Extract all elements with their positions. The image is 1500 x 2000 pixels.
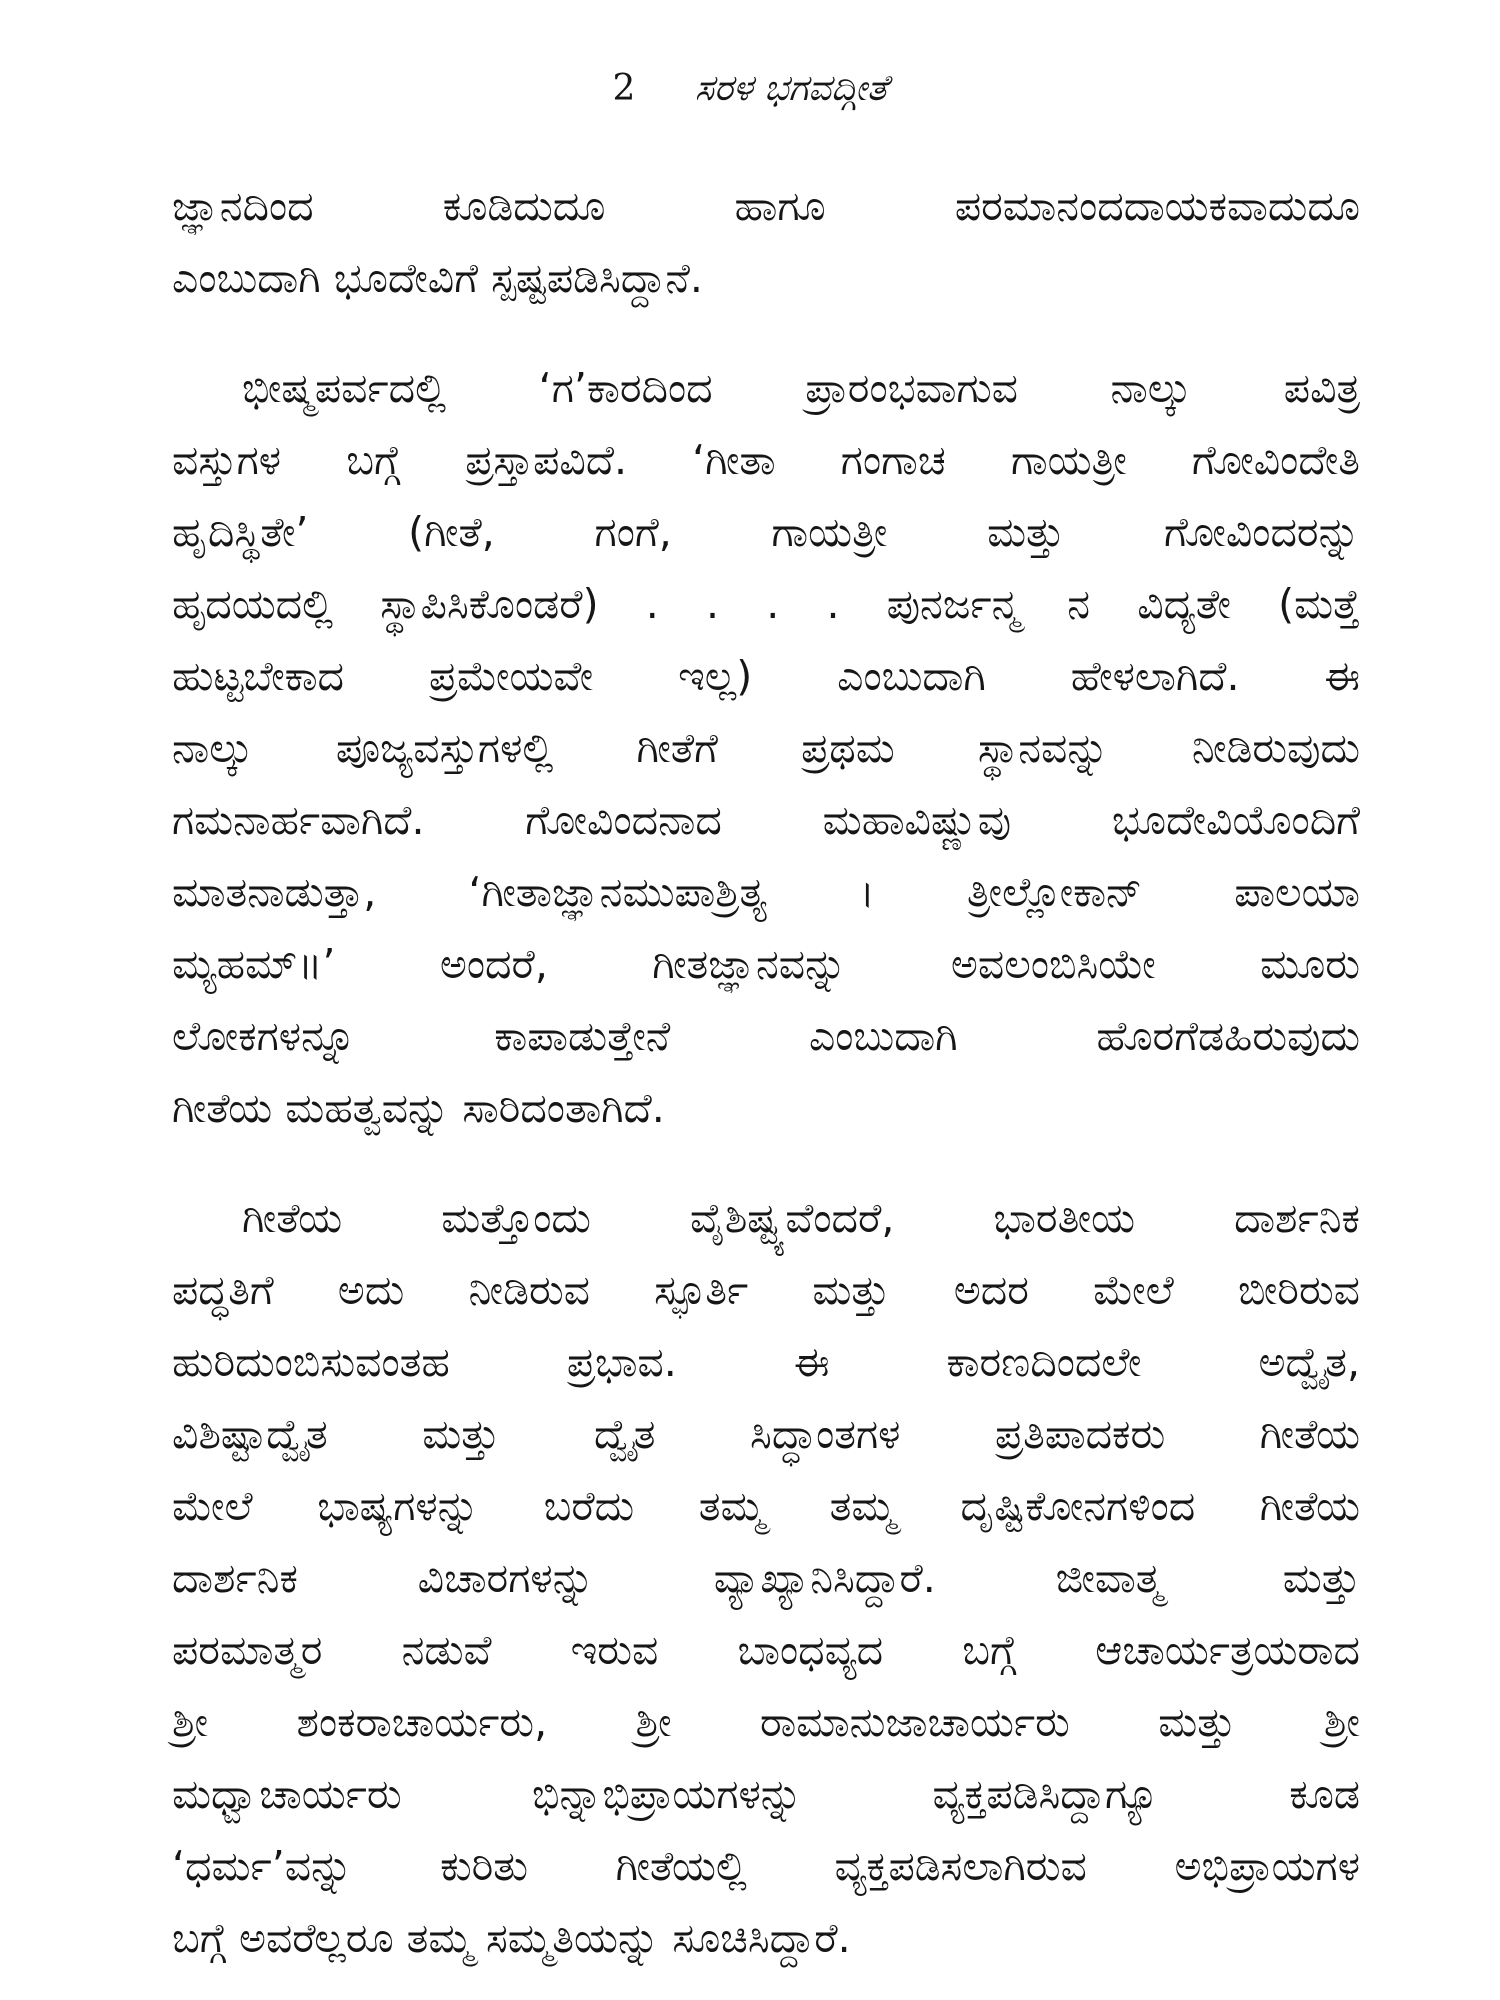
- paragraph-2: [172, 362, 1360, 1154]
- text-line: ದಾರ್ಶನಿಕ ವಿಚಾರಗಳನ್ನು ವ್ಯಾಖ್ಯಾನಿಸಿದ್ದಾರೆ. ಜೀವಾತ್ಮ ಮತ್ತು: [172, 1554, 1360, 1602]
- paragraph-3: [172, 1192, 1360, 1984]
- text-line: ಹೃದಿಸ್ಥಿತೇ’ (ಗೀತೆ, ಗಂಗೆ, ಗಾಯತ್ರೀ ಮತ್ತು ಗೋವಿಂದರನ್ನು: [172, 508, 1360, 556]
- page-number: 2: [612, 68, 636, 109]
- text-line: ‘ಧರ್ಮ’ವನ್ನು ಕುರಿತು ಗೀತೆಯಲ್ಲಿ ವ್ಯಕ್ತಪಡಿಸಲಾಗಿರುವ ಅಭಿಪ್ರಾಯಗಳ: [172, 1842, 1360, 1890]
- text-line: ಗೀತೆಯ ಮಹತ್ವವನ್ನು ಸಾರಿದಂತಾಗಿದೆ.: [172, 1084, 665, 1132]
- text-line: ವಸ್ತುಗಳ ಬಗ್ಗೆ ಪ್ರಸ್ತಾಪವಿದೆ. ‘ಗೀತಾ ಗಂಗಾಚ ಗಾಯತ್ರೀ ಗೋವಿಂದೇತಿ: [172, 436, 1360, 484]
- text-line: ಮ್ಯಹಮ್॥’ ಅಂದರೆ, ಗೀತಜ್ಞಾನವನ್ನು ಅವಲಂಬಿಸಿಯೇ ಮೂರು: [172, 940, 1360, 988]
- text-line: ನಾಲ್ಕು ಪೂಜ್ಯವಸ್ತುಗಳಲ್ಲಿ ಗೀತೆಗೆ ಪ್ರಥಮ ಸ್ಥಾನವನ್ನು ನೀಡಿರುವುದು: [172, 724, 1360, 772]
- text-line: ಶ್ರೀ ಶಂಕರಾಚಾರ್ಯರು, ಶ್ರೀ ರಾಮಾನುಜಾಚಾರ್ಯರು ಮತ್ತು ಶ್ರೀ: [172, 1698, 1360, 1746]
- text-line: ಜ್ಞಾನದಿಂದ ಕೂಡಿದುದೂ ಹಾಗೂ ಪರಮಾನಂದದಾಯಕವಾದುದೂ: [172, 182, 1360, 230]
- text-line: ಗಮನಾರ್ಹವಾಗಿದೆ. ಗೋವಿಂದನಾದ ಮಹಾವಿಷ್ಣುವು ಭೂದೇವಿಯೊಂದಿಗೆ: [172, 796, 1360, 844]
- page-body: [172, 180, 1360, 1984]
- text-line: ಗೀತೆಯ ಮತ್ತೊಂದು ವೈಶಿಷ್ಟ್ಯವೆಂದರೆ, ಭಾರತೀಯ ದಾರ್ಶನಿಕ: [242, 1194, 1360, 1242]
- text-line: ಎಂಬುದಾಗಿ ಭೂದೇವಿಗೆ ಸ್ಪಷ್ಟಪಡಿಸಿದ್ದಾನೆ.: [172, 254, 703, 302]
- paragraph-1: [172, 180, 1360, 324]
- text-line: ಹುರಿದುಂಬಿಸುವಂತಹ ಪ್ರಭಾವ. ಈ ಕಾರಣದಿಂದಲೇ ಅದ್ವೈತ,: [172, 1338, 1360, 1386]
- text-line: ಪರಮಾತ್ಮರ ನಡುವೆ ಇರುವ ಬಾಂಧವ್ಯದ ಬಗ್ಗೆ ಆಚಾರ್ಯತ್ರಯರಾದ: [172, 1626, 1360, 1674]
- text-line: ಮೇಲೆ ಭಾಷ್ಯಗಳನ್ನು ಬರೆದು ತಮ್ಮ ತಮ್ಮ ದೃಷ್ಟಿಕೋನಗಳಿಂದ ಗೀತೆಯ: [172, 1482, 1360, 1530]
- running-title: ಸರಳ ಭಗವದ್ಗೀತೆ: [694, 68, 888, 109]
- text-line: ಲೋಕಗಳನ್ನೂ ಕಾಪಾಡುತ್ತೇನೆ ಎಂಬುದಾಗಿ ಹೊರಗೆಡಹಿರುವುದು: [172, 1012, 1360, 1060]
- text-line: ಭೀಷ್ಮಪರ್ವದಲ್ಲಿ ‘ಗ’ಕಾರದಿಂದ ಪ್ರಾರಂಭವಾಗುವ ನಾಲ್ಕು ಪವಿತ್ರ: [242, 364, 1360, 412]
- text-line: ಬಗ್ಗೆ ಅವರೆಲ್ಲರೂ ತಮ್ಮ ಸಮ್ಮತಿಯನ್ನು ಸೂಚಿಸಿದ್ದಾರೆ.: [172, 1914, 851, 1962]
- text-line: ಹುಟ್ಟಬೇಕಾದ ಪ್ರಮೇಯವೇ ಇಲ್ಲ) ಎಂಬುದಾಗಿ ಹೇಳಲಾಗಿದೆ. ಈ: [172, 652, 1360, 700]
- text-line: ವಿಶಿಷ್ಟಾದ್ವೈತ ಮತ್ತು ದ್ವೈತ ಸಿದ್ಧಾಂತಗಳ ಪ್ರತಿಪಾದಕರು ಗೀತೆಯ: [172, 1410, 1360, 1458]
- text-line: ಪದ್ಧತಿಗೆ ಅದು ನೀಡಿರುವ ಸ್ಫೂರ್ತಿ ಮತ್ತು ಅದರ ಮೇಲೆ ಬೀರಿರುವ: [172, 1266, 1360, 1314]
- page-header: [0, 66, 1500, 112]
- text-line: ಹೃದಯದಲ್ಲಿ ಸ್ಥಾಪಿಸಿಕೊಂಡರೆ) . . . . ಪುನರ್ಜನ್ಮ ನ ವಿದ್ಯತೇ (ಮತ್ತೆ: [172, 580, 1360, 628]
- text-line: ಮಧ್ವಾಚಾರ್ಯರು ಭಿನ್ನಾಭಿಪ್ರಾಯಗಳನ್ನು ವ್ಯಕ್ತಪಡಿಸಿದ್ದಾಗ್ಯೂ ಕೂಡ: [172, 1770, 1360, 1818]
- text-line: ಮಾತನಾಡುತ್ತಾ, ‘ಗೀತಾಜ್ಞಾನಮುಪಾಶ್ರಿತ್ಯ । ತ್ರೀಲ್ಲೋಕಾನ್ ಪಾಲಯಾ: [172, 868, 1360, 916]
